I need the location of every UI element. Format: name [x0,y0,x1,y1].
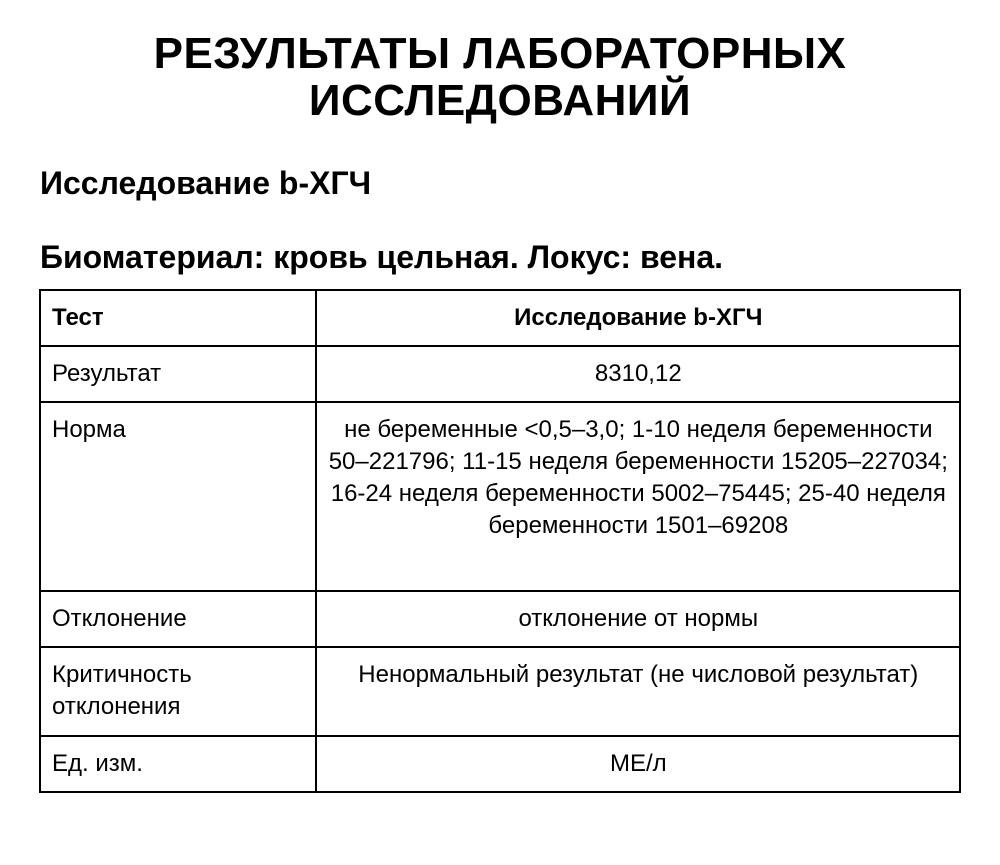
row-value: Ненормальный результат (не числовой результат) [316,647,960,736]
results-table [39,289,961,793]
row-value: отклонение от нормы [316,591,960,647]
page-title [0,0,1000,124]
row-label: Результат [40,346,316,402]
table-header-row [40,290,960,346]
row-label: Норма [40,402,316,591]
page-title-line-2: ИССЛЕДОВАНИЙ [308,76,692,125]
row-label: Ед. изм. [40,736,316,792]
row-label: Критичность отклонения [40,647,316,736]
table-row [40,591,960,647]
row-value: не беременные <0,5–3,0; 1-10 неделя беременности 50–221796; 11-15 неделя беременности 15205–227034; 16-24 неделя беременности 5002–75445; 25-40 неделя беременности 1501–69208 [316,402,960,591]
table-row [40,736,960,792]
column-header-study: Исследование b-ХГЧ [316,290,960,346]
row-label: Отклонение [40,591,316,647]
biomaterial-text: Биоматериал: кровь цельная. Локус: вена. [40,239,724,275]
table-row [40,647,960,736]
row-value: 8310,12 [316,346,960,402]
column-header-test: Тест [40,290,316,346]
row-value: МЕ/л [316,736,960,792]
section-title: Исследование b-ХГЧ [40,165,372,201]
table-row [40,402,960,591]
page-title-line-1: РЕЗУЛЬТАТЫ ЛАБОРАТОРНЫХ [153,29,847,78]
table-row [40,346,960,402]
